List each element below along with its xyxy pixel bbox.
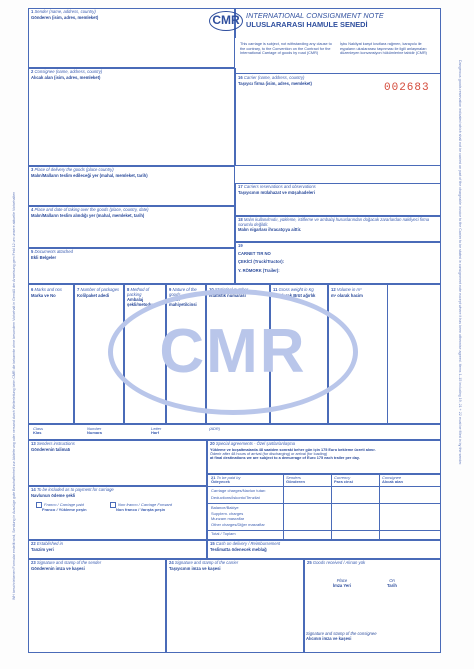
- on-tr: Tarih: [387, 582, 397, 588]
- payment-row-label: Other charges/Diğer masraflar: [211, 522, 265, 527]
- payment-row-label: Deductions/İskonto/Tenzilat: [211, 495, 260, 500]
- box-number: 20: [210, 441, 215, 446]
- box-17-reservations[interactable]: [235, 183, 441, 216]
- box-number: 13: [31, 441, 36, 446]
- special-agreement-line-3: at final destinations we are subject to a demurrage of Euro 175 each trailer per day.: [210, 456, 360, 461]
- box-number: 3: [31, 167, 34, 172]
- option-nonfranco-tr: [116, 508, 165, 512]
- adr-letter-en: Letter: [151, 426, 162, 431]
- column-label-tr: Ambalaj şekli/metodu: [127, 297, 153, 307]
- left-margin-text: WH beschriebenen Formular erstellt wird, Sendung in Auszüge gute Beschaffenheit zur Ablieferung oder versand durch Weiterleitung beim CMR die bekannte ohne besondern Vorbehalt in Gemäß der Anweisung gem Feld 12 um unsere aktuelle Vorbehalten: [12, 191, 16, 600]
- adr-class-en: Class: [33, 426, 44, 431]
- instructions-label-tr: Gönderenin talimatı: [31, 446, 71, 452]
- consignee-signature-tr: Alıcının imza ve kaşesi: [306, 635, 352, 641]
- column-label-en: Volume in m³: [336, 287, 362, 292]
- takeover-label-en: Place and date of taking over the goods (place, country, date): [34, 207, 149, 212]
- currency-col-en: Currency: [334, 475, 351, 480]
- column-number: 6: [31, 287, 34, 292]
- box-number: 25: [307, 560, 312, 565]
- place-tr: İmza Yeri: [332, 582, 352, 588]
- payment-row-label: Munzam masraflar: [211, 516, 245, 521]
- on-en: On: [389, 578, 395, 583]
- currency-col-tr: Para cinsi: [334, 479, 353, 485]
- box-number: 23: [31, 560, 36, 565]
- column-label-en: Marks and nos: [34, 287, 62, 292]
- senders-col-en: Senders: [286, 475, 301, 480]
- column-label-en: Gross weight in Kg: [278, 287, 314, 292]
- senders-col-tr: Gönderen: [286, 479, 305, 485]
- box-number: 18: [238, 217, 243, 222]
- adr-row: [28, 424, 441, 440]
- box-2-consignee[interactable]: [28, 68, 235, 166]
- established-label-tr: Tanzim yeri: [31, 546, 54, 552]
- column-number: 8: [127, 287, 130, 292]
- column-number: 12: [331, 287, 336, 292]
- column-number: 7: [77, 287, 80, 292]
- box-15-cash-on-delivery[interactable]: [207, 540, 441, 559]
- documents-label-en: Documents attached: [34, 249, 73, 254]
- column-label-en: Number of packages: [80, 287, 120, 292]
- box-1-sender[interactable]: [28, 8, 235, 68]
- documents-label-tr: Ekli Belgeler: [31, 254, 57, 260]
- place-field[interactable]: [318, 579, 366, 588]
- box-4-taking-over[interactable]: [28, 206, 235, 248]
- payment-row-rule: [207, 530, 441, 531]
- place-en: Place: [336, 578, 348, 583]
- cod-label-tr: Teslimatta ödenecek meblağ: [210, 546, 267, 552]
- box-number: 16: [238, 75, 243, 80]
- box-22-established-in[interactable]: [28, 540, 207, 559]
- box-24-carrier-signature[interactable]: [166, 559, 304, 653]
- to-be-paid-tr: Ödeyecek: [211, 479, 230, 485]
- payment-row-label: Carriage charges/Navlun tutarı: [211, 488, 266, 493]
- column-number: 11: [273, 287, 278, 292]
- adr-class-tr: Klas: [33, 430, 42, 436]
- payment-row-rule: [207, 503, 441, 504]
- carrier-signature-en: Signature and stamp of the carrier: [174, 560, 239, 565]
- notes-label-en: Malın kullanılmıdıı, yükleme, istifleme ve ambalaj hususlarından doğacak zararlardan nakliyeci firma sorumlu değildir.: [238, 217, 430, 227]
- box-number: 21: [211, 475, 216, 480]
- nonfranco-label: Non franco / Carriage Forward: [118, 502, 173, 508]
- box-number: 22: [31, 541, 36, 546]
- reservations-label-tr: Taşıyıcının mülahazat ve müşahadeleri: [238, 189, 315, 195]
- franco-label-tr: Franco / Yükleme peşin: [42, 507, 87, 512]
- takeover-label-tr: Malın/Malların teslim alındığı yer (mahal, memleket, tarih): [31, 212, 145, 218]
- sender-label-tr: Gönderen (isim, adres, memleket): [31, 14, 99, 20]
- box-5-documents[interactable]: [28, 248, 235, 284]
- column-label-tr: Kg olarak Brüt ağırlık: [273, 292, 316, 298]
- instructions-label-en: Senders instructions: [36, 441, 75, 446]
- box-number: 1: [31, 9, 34, 14]
- title-english: INTERNATIONAL CONSIGNMENT NOTE: [246, 11, 384, 20]
- nonfranco-label-tr: Non franco / Varışta peşin: [116, 507, 166, 512]
- goods-column-6[interactable]: [28, 284, 74, 424]
- delivery-label-en: Place of delivery the goods (place country): [34, 167, 114, 172]
- consignee-col-tr: Alıcak alan: [382, 479, 403, 485]
- payment-row-label: Balance/Bakiye: [211, 505, 239, 510]
- reservations-label-en: Carriers reservations and observations: [243, 184, 316, 189]
- carrier-label-tr: Taşıyıcı firma (isim, adres, memleket): [238, 80, 312, 86]
- adr-number-en: Number: [87, 426, 102, 431]
- consignee-signature[interactable]: [306, 632, 426, 641]
- trailer-label: Y. RÖMORK (Trailer):: [238, 267, 280, 273]
- notes-label-tr: Malın nigarlası ihracatçıya aittir.: [238, 227, 302, 233]
- box-number: 17: [238, 184, 243, 189]
- carrier-signature-tr: Taşıyıcının imza ve kaşesi: [169, 565, 221, 571]
- box-18-notes[interactable]: [235, 216, 441, 242]
- right-margin-text: Dangerous goods reservation indicated which shall not be carried on part of the chargeable invoice to the Carrier to be stated in consignment note except where it has been otherwise agreed. Items 1–15 including 19, 21 + 22 must be filled in by the sender.: [458, 60, 462, 466]
- box-number: 2: [31, 69, 34, 74]
- column-number: 9: [169, 287, 172, 292]
- adr-label: (ADR): [209, 426, 221, 431]
- sender-signature-en: Signature and stamp of the sender: [36, 560, 102, 565]
- serial-number: 002683: [384, 82, 430, 94]
- box-14-payment-method[interactable]: [28, 486, 207, 540]
- column-label-tr: İstatistik numarası: [209, 292, 246, 298]
- box-number: 24: [169, 560, 174, 565]
- consignee-label-tr: Alıcak alan (isim, adres, memleket): [31, 74, 101, 80]
- box-number: 19: [238, 243, 243, 248]
- title-turkish: ULUSLARARASI HAMULE SENEDİ: [246, 20, 368, 29]
- established-label-en: Established in: [36, 541, 63, 546]
- carrier-top-rule: [235, 73, 441, 74]
- convention-text-en: This carriage is subject, not withstanding any clause to the contrary, to the Convention on the Contract for the International Carriage of goods by road (CMR): [240, 42, 332, 56]
- box-19-vehicle[interactable]: [235, 242, 441, 284]
- adr-number-tr: Numara: [87, 430, 102, 436]
- watermark-text: CMR: [159, 317, 307, 386]
- column-label-tr: Marka ve No: [31, 292, 56, 298]
- payment-head-rule: [207, 486, 441, 487]
- payment-row-label: Supplem. charges: [211, 511, 244, 516]
- consignee-signature-en: Signature and stamp of the consignee: [306, 631, 377, 636]
- column-number: 10: [209, 287, 214, 292]
- column-label-en: Method of packing: [127, 287, 150, 297]
- box-13-instructions[interactable]: [28, 440, 207, 486]
- adr-letter-tr: Harf: [151, 430, 160, 436]
- convention-text-tr: İşbu Nakliyat karşıt kısıtlara rağmen, karayolu ile eşyaların uluslararası taşınması ile ilgili anlaşmaları düzenleyen konvansiyon hükümlerine tabidir (CMR): [340, 42, 427, 56]
- box-3-delivery-place[interactable]: [28, 166, 235, 206]
- consignee-col-en: Consignee: [382, 475, 402, 480]
- column-label-en: Statistical number: [214, 287, 249, 292]
- sender-signature-tr: Gönderenin imza ve kaşesi: [31, 565, 85, 571]
- special-agreement-line-2: Ödenir after 48 hours of arrival (for discharging) or arrival (for loading): [210, 452, 328, 456]
- box-number: 14: [31, 487, 36, 492]
- column-label-tr: m³ olarak hacim: [331, 292, 363, 298]
- date-field[interactable]: [372, 579, 412, 588]
- column-label-tr: Malın mahiyeti/cinsi: [169, 297, 197, 307]
- cmr-watermark: [108, 289, 358, 415]
- payment-row-label: Total / Toplam: [211, 531, 236, 536]
- franco-label: Franco / Carriage paid: [44, 502, 84, 508]
- cmr-logo: CMR: [209, 11, 243, 31]
- payment-method-en: To be included as to payment for carriage: [36, 487, 114, 492]
- box-23-sender-signature[interactable]: [28, 559, 166, 653]
- goods-received-label: Goods received / Alınan yük: [312, 560, 366, 565]
- truck-label: ÇEKİCİ (Truck/Tractor):: [238, 259, 285, 265]
- consignee-label-en: Consignee (name, address, country): [34, 69, 103, 74]
- box-number: 5: [31, 249, 34, 254]
- carnet-tir-label: CARNET TIR NO: [238, 250, 271, 256]
- cod-label-en: Cash on delivery / Reimbursement: [215, 541, 281, 546]
- box-number: 15: [210, 541, 215, 546]
- to-be-paid-en: To be paid by: [216, 475, 241, 480]
- delivery-label-tr: Malın/Malların teslim edileceği yer (mahal, memleket, tarih): [31, 172, 148, 178]
- sender-label-en: Sender (name, address, country): [34, 9, 96, 14]
- payment-method-tr: Navlunun ödeme şekli: [31, 492, 76, 498]
- box-number: 4: [31, 207, 34, 212]
- special-agreement-line-1: Yükleme ve boşaltmalarda 48 saatden sonraki beher gün için 175 Euro bekleme ücreti alınır.: [210, 447, 376, 452]
- column-label-en: Nature of the goods: [169, 287, 197, 297]
- carrier-label-en: Carrier (name, address, country): [243, 75, 305, 80]
- column-label-tr: Koli/paket adedi: [77, 292, 110, 298]
- option-franco-tr: [42, 508, 87, 512]
- box-20-special-agreements[interactable]: [207, 440, 441, 474]
- special-agreements-label: Special agreements - Özel şartlar/anlaşma: [215, 441, 295, 446]
